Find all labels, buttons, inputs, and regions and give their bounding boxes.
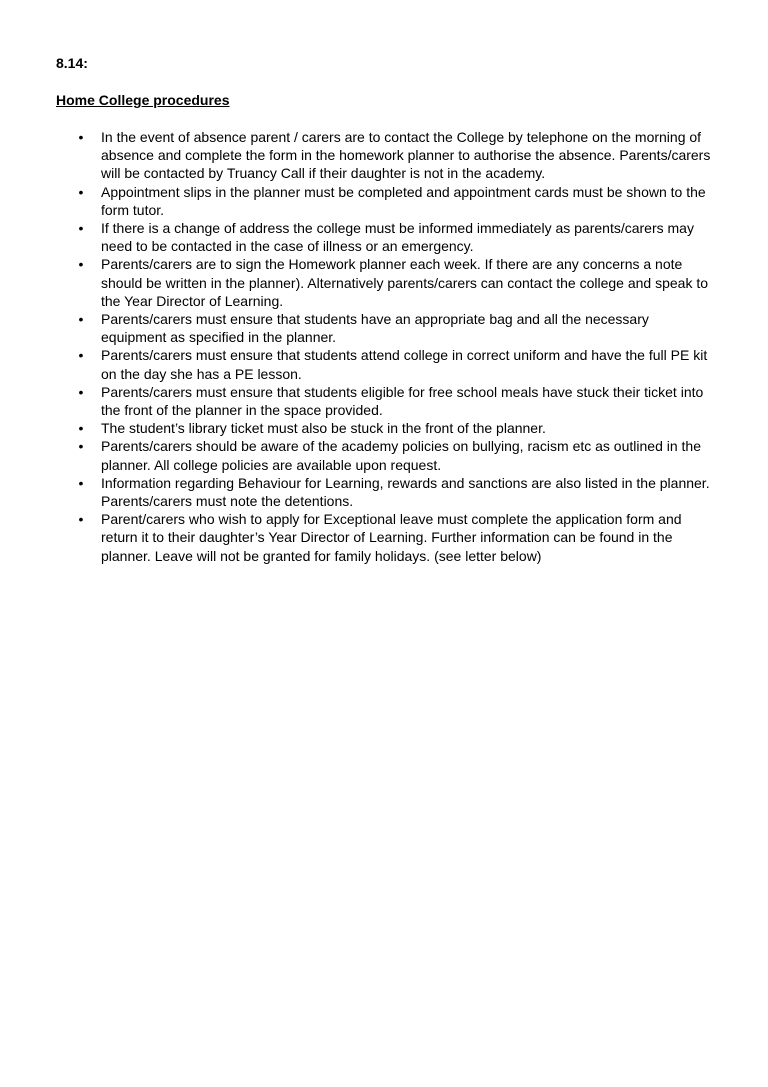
list-item	[0, 383, 713, 419]
bullet-icon: •	[78, 347, 84, 364]
bullet-icon: •	[78, 420, 84, 437]
list-item	[0, 183, 713, 219]
bullet-icon: •	[78, 511, 84, 528]
bullet-icon: •	[78, 256, 84, 273]
list-item	[0, 419, 713, 437]
list-item-text: The student’s library ticket must also be stuck in the front of the planner.	[101, 420, 546, 437]
procedures-list	[0, 128, 768, 565]
list-item-text: In the event of absence parent / carers are to contact the College by telephone on the morning of absence and complete the form in the homework planner to authorise the absence. Parents/carers will be contacted by Truancy Call if their daughter is not in the academy.	[101, 129, 711, 182]
bullet-icon: •	[78, 438, 84, 455]
list-item	[0, 346, 713, 382]
list-item	[0, 474, 713, 510]
section-number: 8.14:	[56, 55, 88, 71]
list-item	[0, 437, 713, 473]
list-item-text: If there is a change of address the college must be informed immediately as parents/carers may need to be contacted in the case of illness or an emergency.	[101, 220, 694, 255]
bullet-icon: •	[78, 129, 84, 145]
list-item-text: Information regarding Behaviour for Learning, rewards and sanctions are also listed in the planner. Parents/carers must note the detentions.	[101, 474, 710, 510]
list-item	[0, 310, 713, 346]
bullet-icon: •	[78, 474, 84, 491]
list-item-text: Parents/carers must ensure that students have an appropriate bag and all the necessary equipment as specified in the planner.	[101, 311, 649, 346]
bullet-icon: •	[78, 183, 84, 200]
bullet-icon: •	[78, 311, 84, 328]
list-item	[0, 128, 713, 183]
list-item-text: Parent/carers who wish to apply for Exceptional leave must complete the application form and return it to their daughter’s Year Director of Learning. Further information can be found in the planner. Leave will not be granted for family holidays. (see letter below)	[101, 511, 682, 564]
bullet-icon: •	[78, 220, 84, 237]
list-item	[0, 510, 713, 565]
list-item-text: Parents/carers must ensure that students eligible for free school meals have stuck their ticket into the front of the planner in the space provided.	[101, 383, 704, 419]
list-item	[0, 255, 713, 310]
list-item-text: Parents/carers are to sign the Homework planner each week. If there are any concerns a note should be written in the planner). Alternatively parents/carers can contact the college and speak to the Year Director of Learning.	[101, 256, 709, 309]
section-title: Home College procedures	[56, 92, 230, 108]
list-item-text: Parents/carers must ensure that students attend college in correct uniform and have the full PE kit on the day she has a PE lesson.	[101, 347, 708, 382]
list-item-text: Parents/carers should be aware of the academy policies on bullying, racism etc as outlined in the planner. All college policies are available upon request.	[101, 438, 701, 473]
list-item-text: Appointment slips in the planner must be completed and appointment cards must be shown to the form tutor.	[101, 183, 706, 218]
bullet-icon: •	[78, 383, 84, 400]
list-item	[0, 219, 713, 255]
